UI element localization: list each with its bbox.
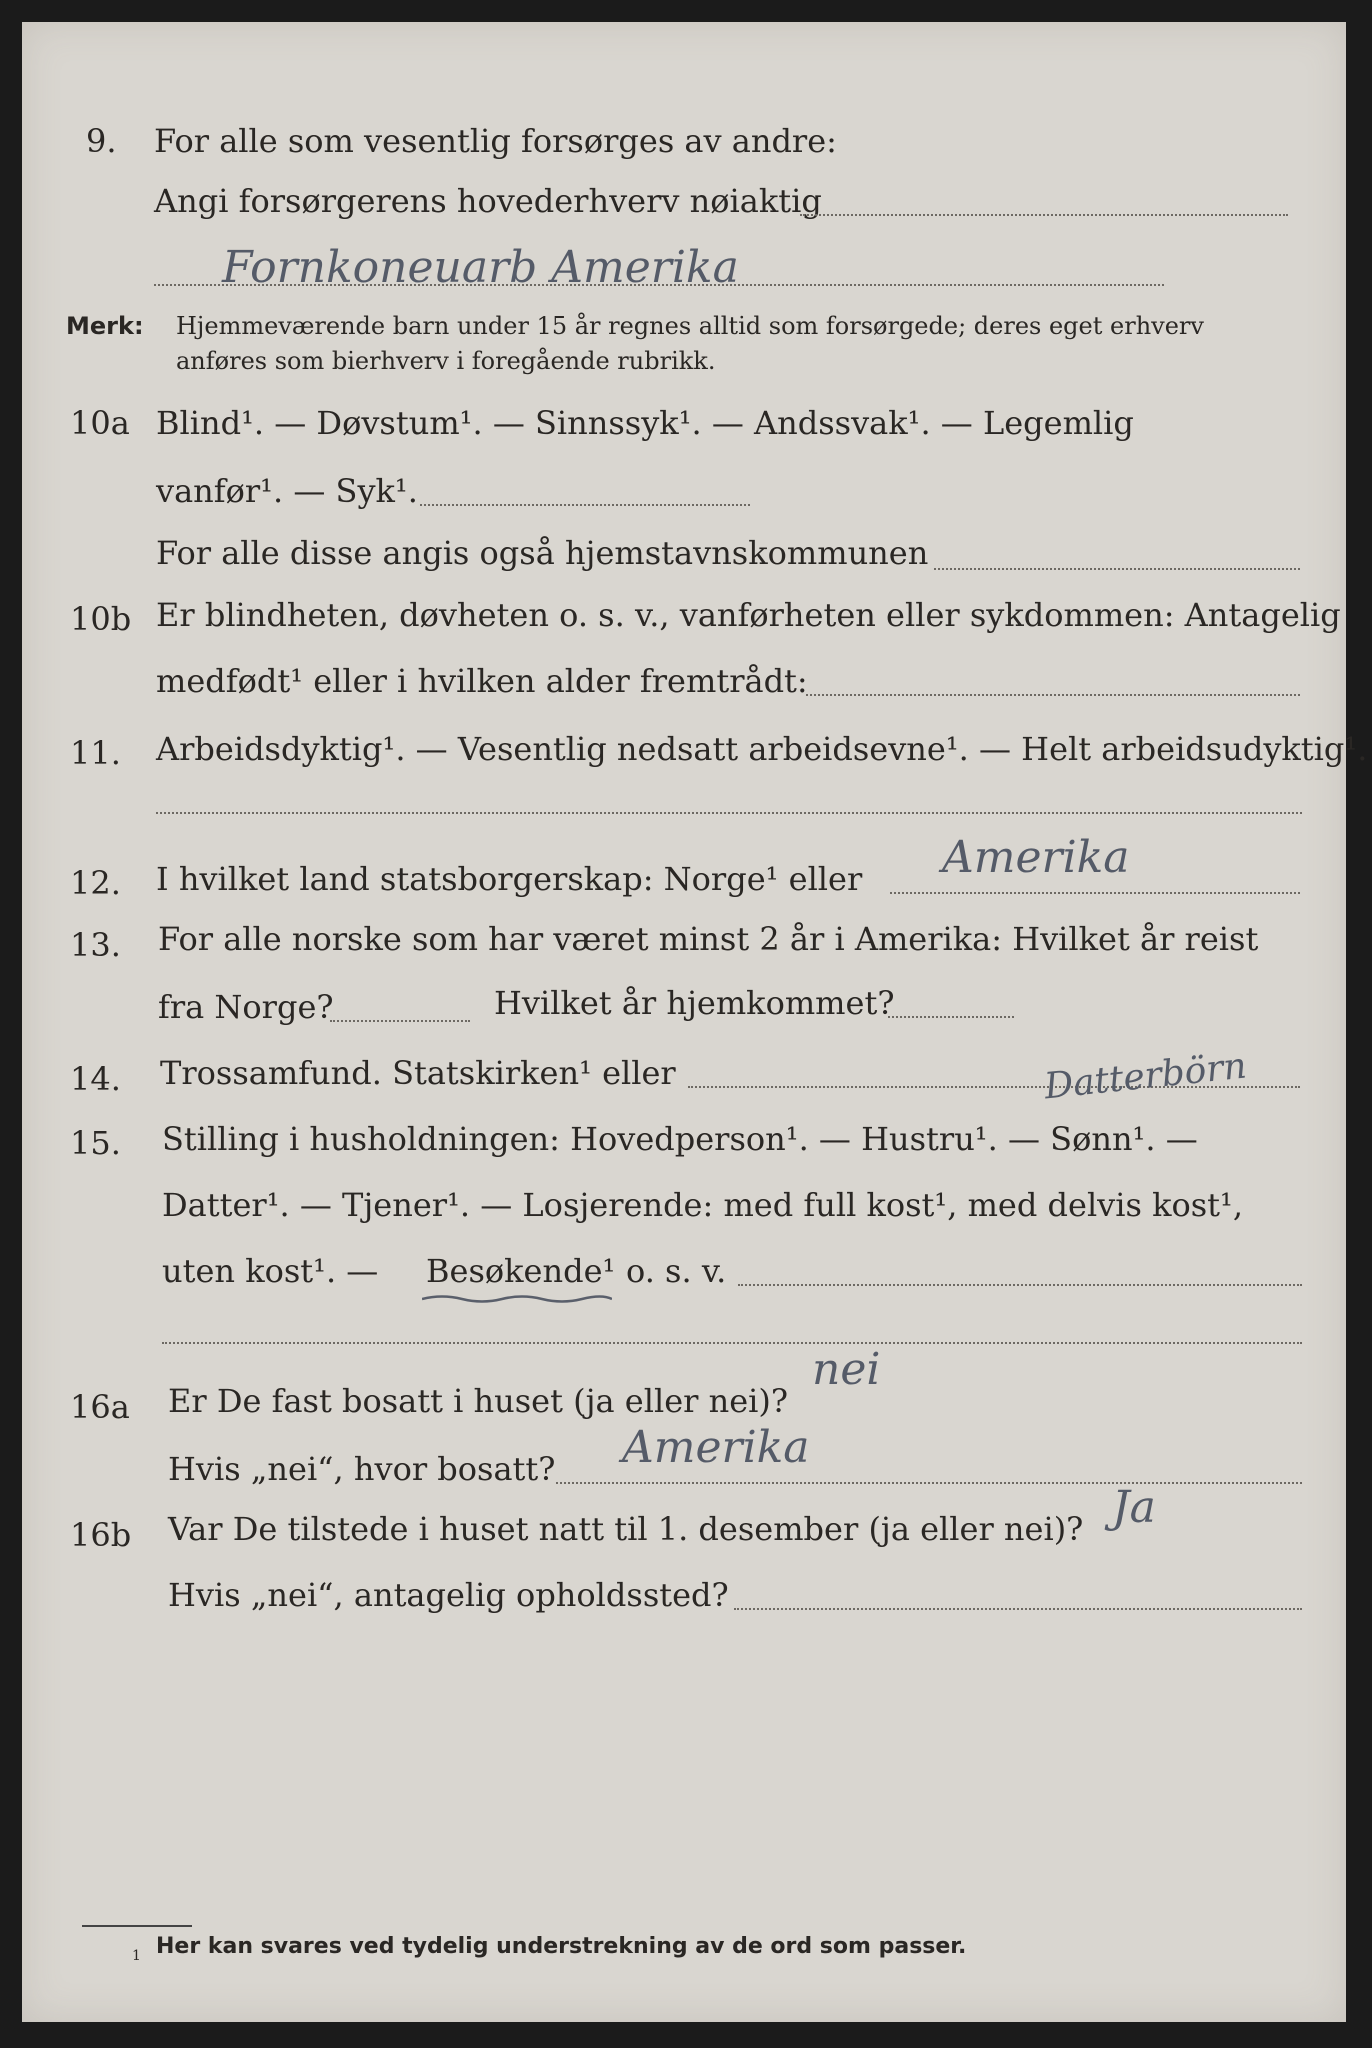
q15-line3a: uten kost¹. — xyxy=(162,1252,379,1290)
q13-number: 13. xyxy=(70,926,121,964)
q11-line1: Arbeidsdyktig¹. — Vesentlig nedsatt arbeidsevne¹. — Helt arbeidsudyktig¹. xyxy=(156,730,1368,768)
q10b-number: 10b xyxy=(70,600,132,638)
q12-fill-line xyxy=(890,892,1300,894)
merk-line1: Hjemmeværende barn under 15 år regnes alltid som forsørgede; deres eget erhverv xyxy=(176,312,1204,340)
q16b-line2: Hvis „nei“, antagelig opholdssted? xyxy=(168,1576,729,1614)
q15-line3c: o. s. v. xyxy=(626,1252,727,1290)
q16b-line1: Var De tilstede i huset natt til 1. desember (ja eller nei)? xyxy=(168,1510,1084,1548)
q10a-number: 10a xyxy=(70,404,130,442)
q16a-line1: Er De fast bosatt i huset (ja eller nei)? xyxy=(168,1382,789,1420)
q10a-line1: Blind¹. — Døvstum¹. — Sinnssyk¹. — Andssvak¹. — Legemlig xyxy=(156,404,1134,442)
q10a-home-fill-line xyxy=(934,568,1300,570)
q13-line1: For alle norske som har været minst 2 år i Amerika: Hvilket år reist xyxy=(158,920,1259,958)
q10a-line3: For alle disse angis også hjemstavnskommunen xyxy=(156,534,929,572)
q12-handwritten-answer: Amerika xyxy=(942,832,1130,883)
merk-line2: anføres som bierhverv i foregående rubrikk. xyxy=(176,347,716,375)
q9-handwritten-answer: Fornkoneuarb Amerika xyxy=(222,242,739,293)
q9-line1: For alle som vesentlig forsørges av andre: xyxy=(154,122,837,160)
q9-line2: Angi forsørgerens hovederhverv nøiaktig xyxy=(154,182,822,220)
q16a-handwritten-answer1: nei xyxy=(812,1344,881,1395)
q15-answer-line xyxy=(162,1342,1302,1344)
besokende-underline xyxy=(422,1294,612,1304)
q15-number: 15. xyxy=(70,1124,121,1162)
merk-label: Merk: xyxy=(66,312,144,340)
q16b-number: 16b xyxy=(70,1516,132,1554)
q16b-handwritten-answer1: Ja xyxy=(1112,1482,1156,1533)
q13-year-left-fill xyxy=(330,1020,470,1022)
q14-line1: Trossamfund. Statskirken¹ eller xyxy=(160,1054,676,1092)
q13-line2b: Hvilket år hjemkommet? xyxy=(494,984,895,1022)
q16a-fill-line xyxy=(556,1482,1302,1484)
q16b-fill-line xyxy=(734,1608,1302,1610)
q13-year-returned-fill xyxy=(888,1016,1014,1018)
q12-line1: I hvilket land statsborgerskap: Norge¹ eller xyxy=(156,860,863,898)
q10b-line2: medfødt¹ eller i hvilken alder fremtrådt: xyxy=(156,662,808,700)
q9-number: 9. xyxy=(86,122,117,160)
q16a-line2: Hvis „nei“, hvor bosatt? xyxy=(168,1450,556,1488)
census-form-page xyxy=(22,22,1368,2022)
q9-answer-line xyxy=(154,284,1164,286)
footnote-mark: 1 xyxy=(132,1948,141,1964)
q11-number: 11. xyxy=(70,734,121,772)
q14-number: 14. xyxy=(70,1060,121,1098)
q10a-line2: vanfør¹. — Syk¹. xyxy=(156,472,418,510)
q14-handwritten-answer: Datterbörn xyxy=(1042,1045,1249,1108)
footnote-rule xyxy=(82,1925,192,1927)
q10b-line1: Er blindheten, døvheten o. s. v., vanførheten eller sykdommen: Antagelig xyxy=(156,596,1341,634)
q15-fill-line xyxy=(738,1284,1302,1286)
q10a-fill-line xyxy=(420,504,750,506)
q13-line2a: fra Norge? xyxy=(158,988,334,1026)
q15-besokende: Besøkende¹ xyxy=(426,1252,616,1290)
q15-line1: Stilling i husholdningen: Hovedperson¹. — Hustru¹. — Sønn¹. — xyxy=(162,1120,1198,1158)
footnote-text: Her kan svares ved tydelig understrekning av de ord som passer. xyxy=(156,1934,967,1959)
q9-fill-line xyxy=(800,214,1288,216)
q15-line2: Datter¹. — Tjener¹. — Losjerende: med full kost¹, med delvis kost¹, xyxy=(162,1186,1244,1224)
q12-number: 12. xyxy=(70,864,121,902)
q10b-fill-line xyxy=(806,694,1300,696)
q16a-handwritten-answer2: Amerika xyxy=(622,1422,810,1473)
q11-answer-line xyxy=(156,812,1302,814)
q16a-number: 16a xyxy=(70,1388,130,1426)
